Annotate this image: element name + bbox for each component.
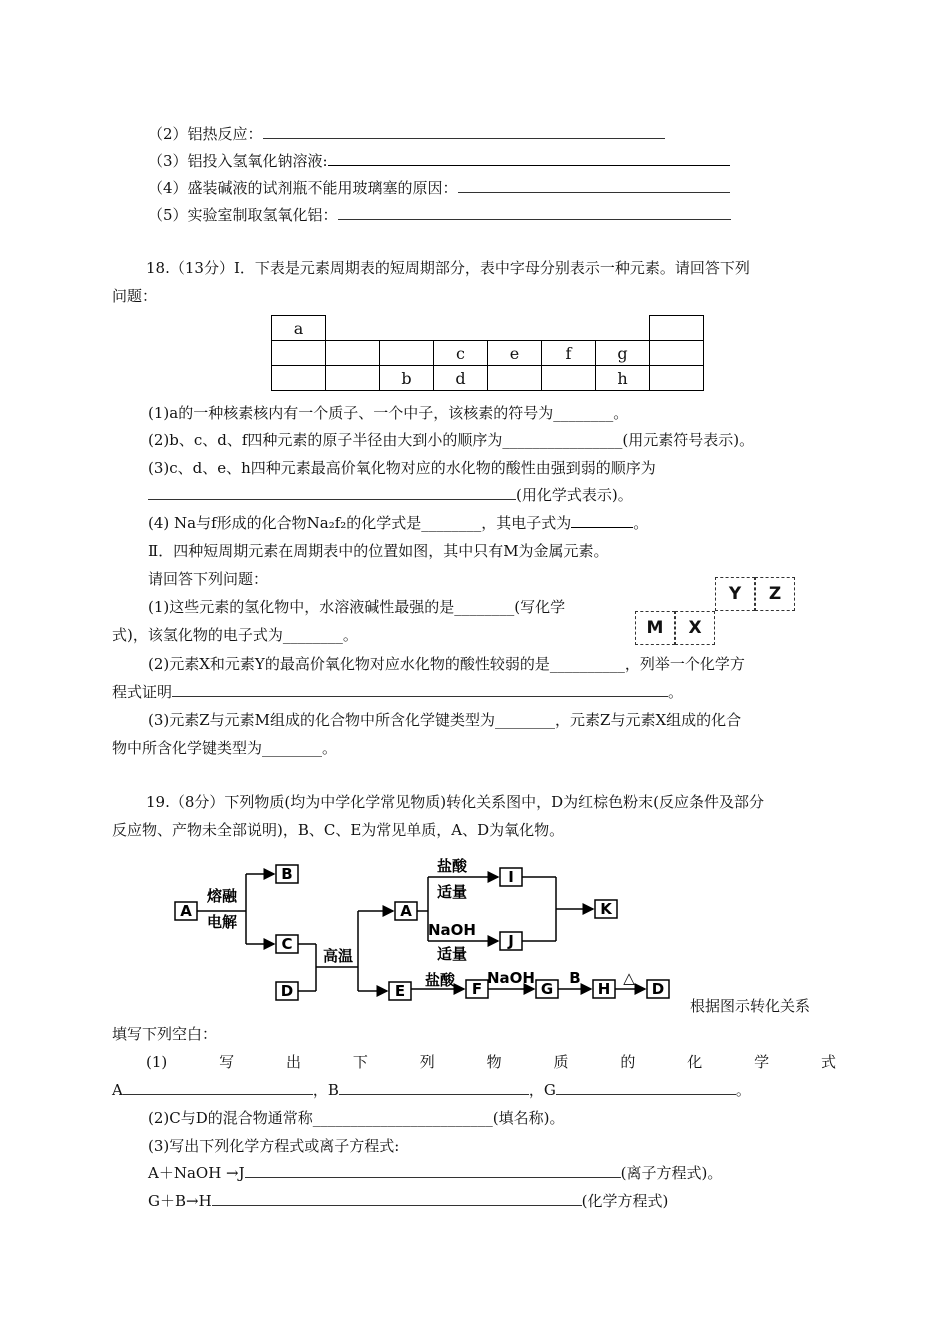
label-electrolysis: 电解 xyxy=(206,913,238,931)
node-h: H xyxy=(597,980,611,998)
table-cell xyxy=(326,341,380,366)
table-cell: a xyxy=(272,316,326,341)
label-proper: 适量 xyxy=(436,883,468,901)
node-a2: A xyxy=(400,902,412,920)
label-proper-2: 适量 xyxy=(436,945,468,963)
q18-ii-ask: 请回答下列问题： xyxy=(148,570,269,588)
label-b: B xyxy=(569,969,581,987)
node-b: B xyxy=(281,865,293,883)
node-e: E xyxy=(394,982,406,1000)
q19-eq2: G＋B→H (化学方程式) xyxy=(148,1192,669,1210)
answer-blank[interactable] xyxy=(571,513,633,528)
table-cell xyxy=(272,366,326,391)
table-cell xyxy=(488,366,542,391)
q18-p1: (1)a的一种核素核内有一个质子、一个中子，该核素的符号为________。 xyxy=(148,404,629,422)
node-d2: D xyxy=(651,980,665,998)
table-cell xyxy=(650,341,704,366)
q18-p4: (4) Na与f形成的化合物Na₂f₂的化学式是________，其电子式为 。 xyxy=(148,514,649,532)
q17-line-2: （2）铝热反应： xyxy=(148,124,665,144)
q18-ii-3a: (3)元素Z与元素M组成的化合物中所含化学键类型为________，元素Z与元素X组成的化合 xyxy=(148,711,742,729)
q18-p3b: (用化学式表示)。 xyxy=(148,485,633,505)
q19-intro-cont: 反应物、产物未全部说明)，B、C、E为常见单质，A、D为氧化物。 xyxy=(112,821,565,839)
q19-eq1: A＋NaOH →J (离子方程式)。 xyxy=(148,1164,723,1182)
q18-ii-2b: 程式证明 。 xyxy=(112,683,684,701)
answer-blank[interactable] xyxy=(212,1191,582,1206)
answer-blank[interactable] xyxy=(123,1080,313,1095)
table-cell xyxy=(272,341,326,366)
answer-blank[interactable] xyxy=(328,151,730,166)
table-cell: d xyxy=(434,366,488,391)
node-k: K xyxy=(600,900,612,918)
label-hcl-2: 盐酸 xyxy=(424,971,456,989)
table-cell xyxy=(650,366,704,391)
q19-p1-blanks: A ，B ，G 。 xyxy=(112,1081,751,1099)
answer-blank[interactable] xyxy=(556,1080,736,1095)
table-cell xyxy=(650,316,704,341)
node-j: J xyxy=(508,932,514,950)
label-high-temp: 高温 xyxy=(322,947,354,965)
q18-ii-1a: (1)这些元素的氢化物中，水溶液碱性最强的是________(写化学 xyxy=(148,598,566,616)
node-c: C xyxy=(281,935,293,953)
label-naoh-2: NaOH xyxy=(487,969,535,987)
q18-intro: 18.（13分）Ⅰ．下表是元素周期表的短周期部分，表中字母分别表示一种元素。请回答下列 xyxy=(146,259,750,277)
node-f: F xyxy=(471,980,483,998)
element-cell-z: Z xyxy=(755,577,795,611)
table-cell xyxy=(326,366,380,391)
table-cell: b xyxy=(380,366,434,391)
q18-ii-intro: Ⅱ．四种短周期元素在周期表中的位置如图，其中只有M为金属元素。 xyxy=(148,542,609,560)
element-cell-m: M xyxy=(635,611,675,645)
q18-p3a: (3)c、d、e、h四种元素最高价氧化物对应的水化物的酸性由强到弱的顺序为 xyxy=(148,459,656,477)
label-hcl: 盐酸 xyxy=(436,857,468,875)
table-cell xyxy=(380,341,434,366)
periodic-table xyxy=(271,315,704,391)
q18-intro-cont: 问题： xyxy=(112,287,158,305)
table-cell: g xyxy=(596,341,650,366)
q17-line-3: （3）铝投入氢氧化钠溶液: xyxy=(148,151,730,171)
node-i: I xyxy=(508,868,514,886)
label-melt: 熔融 xyxy=(206,887,238,905)
answer-blank[interactable] xyxy=(263,124,665,139)
table-cell xyxy=(542,366,596,391)
q17-line-4: （4）盛装碱液的试剂瓶不能用玻璃塞的原因： xyxy=(148,178,730,198)
answer-blank[interactable] xyxy=(245,1163,621,1178)
q18-ii-2a: (2)元素X和元素Y的最高价氧化物对应水化物的酸性较弱的是__________，列举一个化学方 xyxy=(148,655,745,673)
q19-p2: (2)C与D的混合物通常称________________________(填名称)。 xyxy=(148,1109,565,1127)
element-cell-y: Y xyxy=(715,577,755,611)
node-a: A xyxy=(180,902,192,920)
answer-blank[interactable] xyxy=(172,682,668,697)
q19-after-flow: 根据图示转化关系 xyxy=(690,997,811,1015)
q18-ii-3b: 物中所含化学键类型为________。 xyxy=(112,739,338,757)
node-g: G xyxy=(540,980,554,998)
table-cell: f xyxy=(542,341,596,366)
label-heat: △ xyxy=(623,969,635,987)
q19-p1-words: (1) 写 出 下 列 物 质 的 化 学 式 xyxy=(146,1053,836,1071)
table-row xyxy=(272,341,704,366)
node-d: D xyxy=(280,982,294,1000)
q17-line-5: （5）实验室制取氢氧化铝： xyxy=(148,205,731,225)
label-naoh: NaOH xyxy=(428,921,476,939)
q18-p2: (2)b、c、d、f四种元素的原子半径由大到小的顺序为________________(用元素符号表示)。 xyxy=(148,431,755,449)
q19-p3: (3)写出下列化学方程式或离子方程式: xyxy=(148,1137,400,1155)
table-cell: c xyxy=(434,341,488,366)
element-cell-x: X xyxy=(675,611,715,645)
q19-intro: 19.（8分）下列物质(均为中学化学常见物质)转化关系图中，D为红棕色粉末(反应条件及部分 xyxy=(146,793,764,811)
answer-blank[interactable] xyxy=(458,178,730,193)
table-cell: h xyxy=(596,366,650,391)
q18-ii-1b: 式)，该氢化物的电子式为________。 xyxy=(112,626,358,644)
answer-blank[interactable] xyxy=(339,1080,529,1095)
table-row xyxy=(272,316,704,341)
answer-blank[interactable] xyxy=(338,205,731,220)
table-cell: e xyxy=(488,341,542,366)
conversion-flowchart xyxy=(170,855,680,1005)
answer-blank[interactable] xyxy=(148,485,516,500)
table-row xyxy=(272,366,704,391)
q19-fill-in: 填写下列空白： xyxy=(112,1025,218,1043)
